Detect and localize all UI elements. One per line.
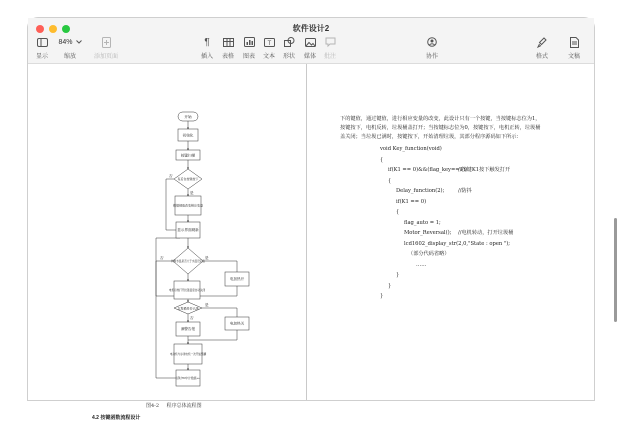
paragraph-line: 下的键值，通过键值，进行相应变量的改变，此设计只有一个按键，当按键标志位为1， <box>340 116 541 122</box>
flow-node-key-scan: 按键扫描 <box>180 153 196 158</box>
document-canvas[interactable] <box>28 64 594 421</box>
add-page-icon <box>102 36 111 48</box>
code-comment: //防抖 <box>458 188 472 194</box>
flowchart-figure <box>88 108 268 418</box>
text-label: 文本 <box>262 54 275 60</box>
zoom-menu[interactable] <box>54 36 86 60</box>
sidebar-icon <box>37 36 48 48</box>
chart-label: 图表 <box>242 54 255 60</box>
flow-label-yes-1: 是 <box>190 191 194 195</box>
code-line <box>340 291 590 302</box>
code-text: { <box>388 177 392 184</box>
paintbrush-icon <box>537 36 547 48</box>
flow-label-yes-2: 是 <box>205 256 209 260</box>
shape-label: 形状 <box>282 54 295 60</box>
svg-text:T: T <box>267 40 271 47</box>
collaborate-button[interactable] <box>418 36 446 60</box>
flow-node-heat: 电机运转打开拉链温度自动关闭 <box>168 289 206 292</box>
flow-node-motor: 电动机与步进电机一次开始整翻 <box>169 353 207 356</box>
code-text: flag_auto = 1; <box>404 219 441 226</box>
code-line <box>340 249 590 260</box>
app-window <box>28 18 594 421</box>
flow-label-no-1: 否 <box>169 174 173 178</box>
document-body[interactable] <box>340 115 590 302</box>
document-button[interactable] <box>560 36 588 60</box>
add-page-button[interactable] <box>90 36 122 60</box>
table-label: 表格 <box>221 54 234 60</box>
flow-node-init: 初始化 <box>182 133 194 138</box>
code-text: lcd1602_display_str(2,0,"State : open "); <box>404 240 511 247</box>
shape-icon <box>284 36 295 48</box>
code-line <box>340 239 590 250</box>
format-label: 格式 <box>535 54 548 60</box>
window-title: 软件设计2 <box>292 24 330 33</box>
code-line <box>340 218 590 229</box>
collaborate-label: 协作 <box>425 54 438 60</box>
section-heading: 4.2 按键函数流程设计 <box>92 415 141 421</box>
image-icon <box>305 36 316 48</box>
flow-node-start: 开始 <box>184 115 192 119</box>
paragraph-line: 按键按下，电机反转，垃圾桶盖打开；当按键标志位为0，按键按下，电机正转，垃圾桶 <box>340 125 541 131</box>
flow-node-level: 垃圾桶是否已满 <box>177 306 199 311</box>
figure-number: 图4-2 <box>146 403 160 409</box>
flow-label-no-3: 否 <box>190 316 194 320</box>
code-text: { <box>396 209 400 215</box>
table-icon <box>223 36 234 48</box>
code-text: if(K1 == 0) <box>396 198 427 205</box>
display-button[interactable] <box>28 36 56 60</box>
code-line <box>340 176 590 187</box>
chevron-down-icon <box>76 40 82 44</box>
vertical-scrollbar[interactable] <box>614 218 617 322</box>
document-label: 文稿 <box>567 54 580 60</box>
code-line <box>340 197 590 208</box>
chart-icon <box>244 36 255 48</box>
code-block <box>340 144 590 302</box>
comment-button[interactable] <box>316 36 344 60</box>
zoom-select[interactable] <box>58 36 81 48</box>
figure-caption <box>146 402 208 409</box>
code-line <box>340 186 590 197</box>
display-label: 显示 <box>35 54 48 60</box>
code-line <box>340 260 590 271</box>
toolbar <box>28 18 594 64</box>
flow-node-display: 显示界面刷新 <box>177 228 199 232</box>
code-line <box>340 165 590 176</box>
comment-label: 批注 <box>323 54 336 60</box>
flow-label-no-2: 否 <box>160 256 164 260</box>
flow-node-alarm: 满警告报 <box>180 327 196 331</box>
flow-node-key-pressed: 有后台按键按下 <box>177 177 199 181</box>
figure-title: 程序总体流程图 <box>166 403 202 409</box>
flow-label-yes-3: 是 <box>205 303 209 307</box>
zoom-value: 84% <box>58 38 73 46</box>
code-text: } <box>396 272 400 278</box>
document-icon <box>570 36 579 48</box>
code-text: { <box>380 156 384 163</box>
paragraph-line: 盖关闭；当垃圾已满时，按键按下，开始清理垃圾，其部分程序源码如下所示： <box>340 134 522 140</box>
code-line <box>340 281 590 292</box>
code-text: } <box>388 282 392 289</box>
code-text: （部分代码省略） <box>408 251 450 257</box>
code-line <box>340 144 590 155</box>
flow-node-heater-on: 电加热开 <box>229 277 245 281</box>
code-text: if(K1 == 0)&&(flag_key==1)) <box>388 167 468 173</box>
flow-node-heater-off: 电加热关 <box>229 321 245 326</box>
code-line <box>340 207 590 218</box>
code-text: …… <box>416 261 427 268</box>
add-page-label: 添加页面 <box>93 54 118 60</box>
body-paragraph <box>340 115 590 142</box>
format-button[interactable] <box>528 36 556 60</box>
code-line <box>340 228 590 239</box>
code-text: void Key_function(void) <box>380 146 442 152</box>
paragraph-icon: ¶ <box>204 36 210 48</box>
code-comment: //电机转动，打开垃圾桶 <box>458 230 514 236</box>
code-text: } <box>380 293 384 299</box>
media-label: 媒体 <box>303 54 316 60</box>
text-box-icon <box>264 36 275 48</box>
flow-node-modify-vars: 根据键值改变相应变量 <box>172 203 204 208</box>
flow-node-pump-check: 判断水温是否大于水温设定值 <box>171 260 205 263</box>
collaborate-icon <box>426 36 438 48</box>
page-divider <box>306 64 307 400</box>
flow-node-timing: 延时7D中计数值++ <box>176 376 200 380</box>
code-comment: //按键K1按下触发打开 <box>458 167 511 173</box>
insert-label: 插入 <box>200 54 213 60</box>
code-text: Motor_Reversal(); <box>404 230 452 236</box>
code-line <box>340 155 590 166</box>
comment-icon <box>325 36 336 48</box>
zoom-label: 缩放 <box>63 54 76 60</box>
code-line <box>340 270 590 281</box>
code-text: Delay_function(2); <box>396 188 445 194</box>
